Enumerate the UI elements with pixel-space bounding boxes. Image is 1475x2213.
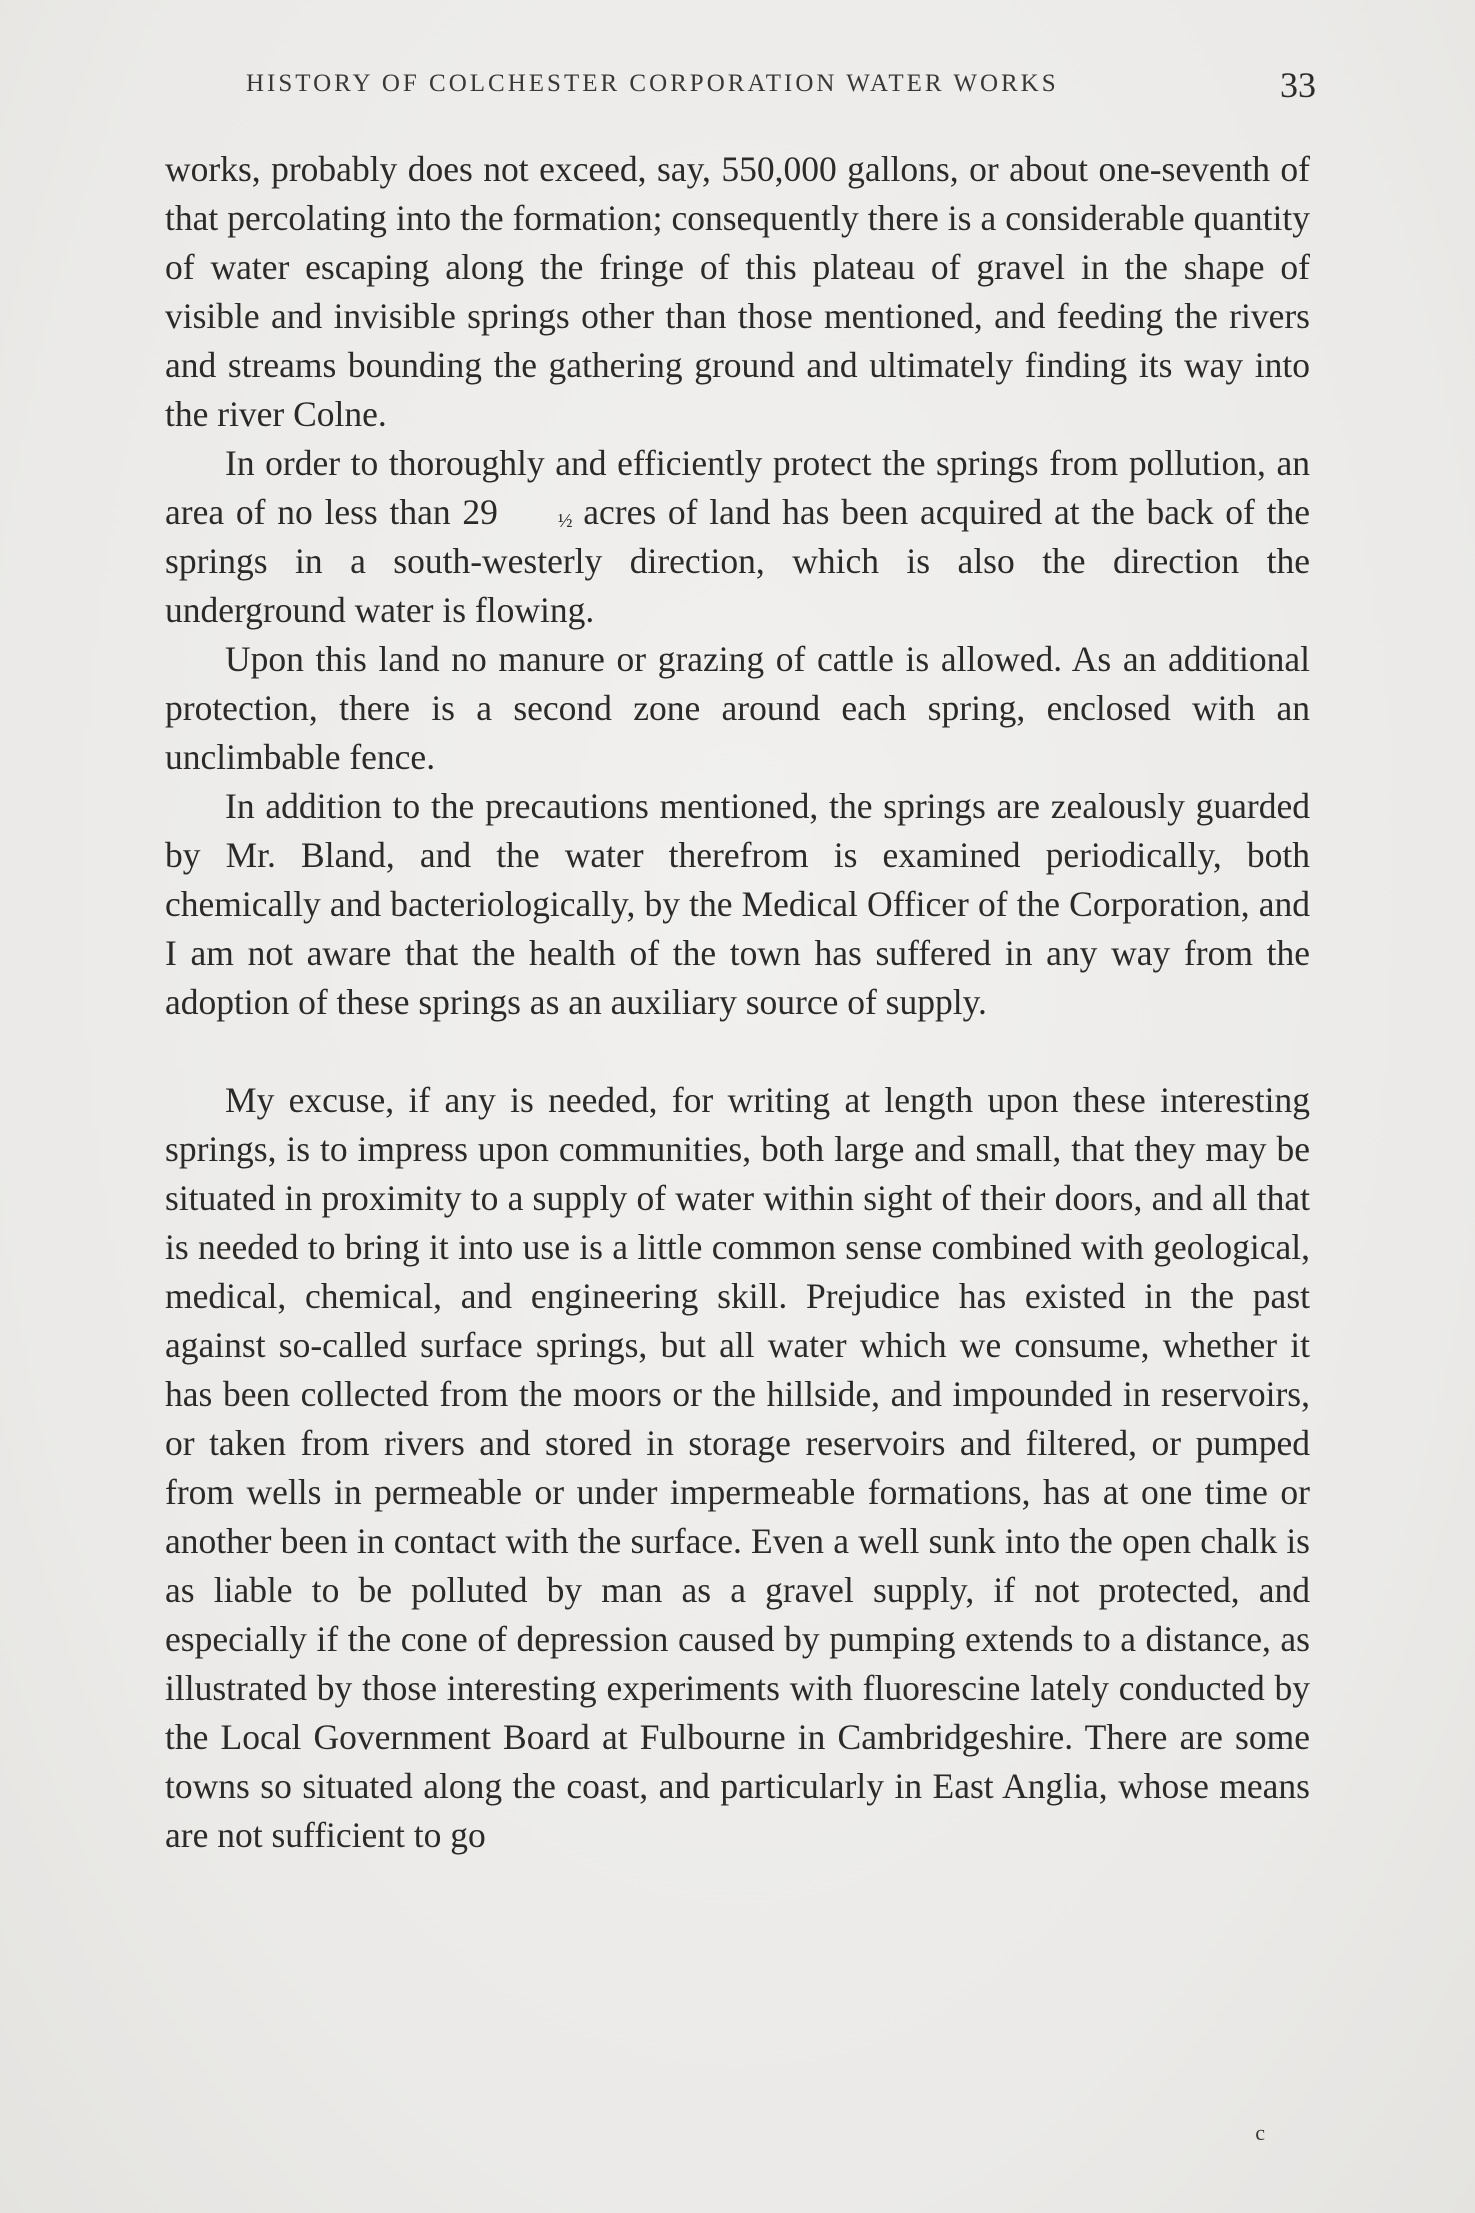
running-head xyxy=(246,64,1316,114)
paragraph-precautions: In addition to the precautions mentioned, the springs are zealously guarded by Mr. Bland, and the water therefrom is examined periodically, both chemically and bacteriologically, by the Medical Officer of the Corporation, and I am not aware that the health of the town has suffered in any way from the adoption of these springs as an auxiliary source of supply. xyxy=(165,786,1310,1022)
paragraph-land-use: Upon this land no manure or grazing of cattle is allowed. As an additional protection, there is a second zone around each spring, enclosed with an unclimbable fence. xyxy=(165,639,1310,777)
fraction-half: ½ xyxy=(557,510,572,532)
paragraph-protection-area xyxy=(165,439,1310,635)
paragraph-text-before-fraction: In order to thoroughly and efficiently protect the springs from pollution, an area of no less than 29 xyxy=(165,443,1310,532)
paragraph-text-after-fraction: acres of land has been acquired at the back of the springs in a south-westerly direction, which is also the direction the underground water is flowing. xyxy=(165,492,1310,630)
signature-mark: c xyxy=(1255,2120,1265,2145)
body-text xyxy=(165,145,1310,1860)
running-title: HISTORY OF COLCHESTER CORPORATION WATER WORKS xyxy=(246,70,1059,97)
page-number: 33 xyxy=(1280,65,1316,105)
paragraph-excuse: My excuse, if any is needed, for writing at length upon these interesting springs, is to impress upon communities, both large and small, that they may be situated in proximity to a supply of water within sight of their doors, and all that is needed to bring it into use is a little common sense combined with geological, medical, chemical, and engineering skill. Prejudice has existed in the past against so-called surface springs, but all water which we consume, whether it has been collected from the moors or the hillside, and impounded in reservoirs, or taken from rivers and stored in storage reservoirs and filtered, or pumped from wells in permeable or under impermeable formations, has at one time or another been in contact with the surface. Even a well sunk into the open chalk is as liable to be polluted by man as a gravel supply, if not protected, and especially if the cone of depression caused by pumping extends to a distance, as illustrated by those interesting experiments with fluorescine lately conducted by the Local Government Board at Fulbourne in Cambridgeshire. There are some towns so situated along the coast, and particularly in East Anglia, whose means are not sufficient to go xyxy=(165,1080,1310,1855)
paragraph-continuation: works, probably does not exceed, say, 550,000 gallons, or about one-seventh of that percolating into the formation; consequently there is a considerable quantity of water escaping along the fringe of this plateau of gravel in the shape of visible and invisible springs other than those mentioned, and feeding the rivers and streams bounding the gathering ground and ultimately finding its way into the river Colne. xyxy=(165,149,1310,434)
